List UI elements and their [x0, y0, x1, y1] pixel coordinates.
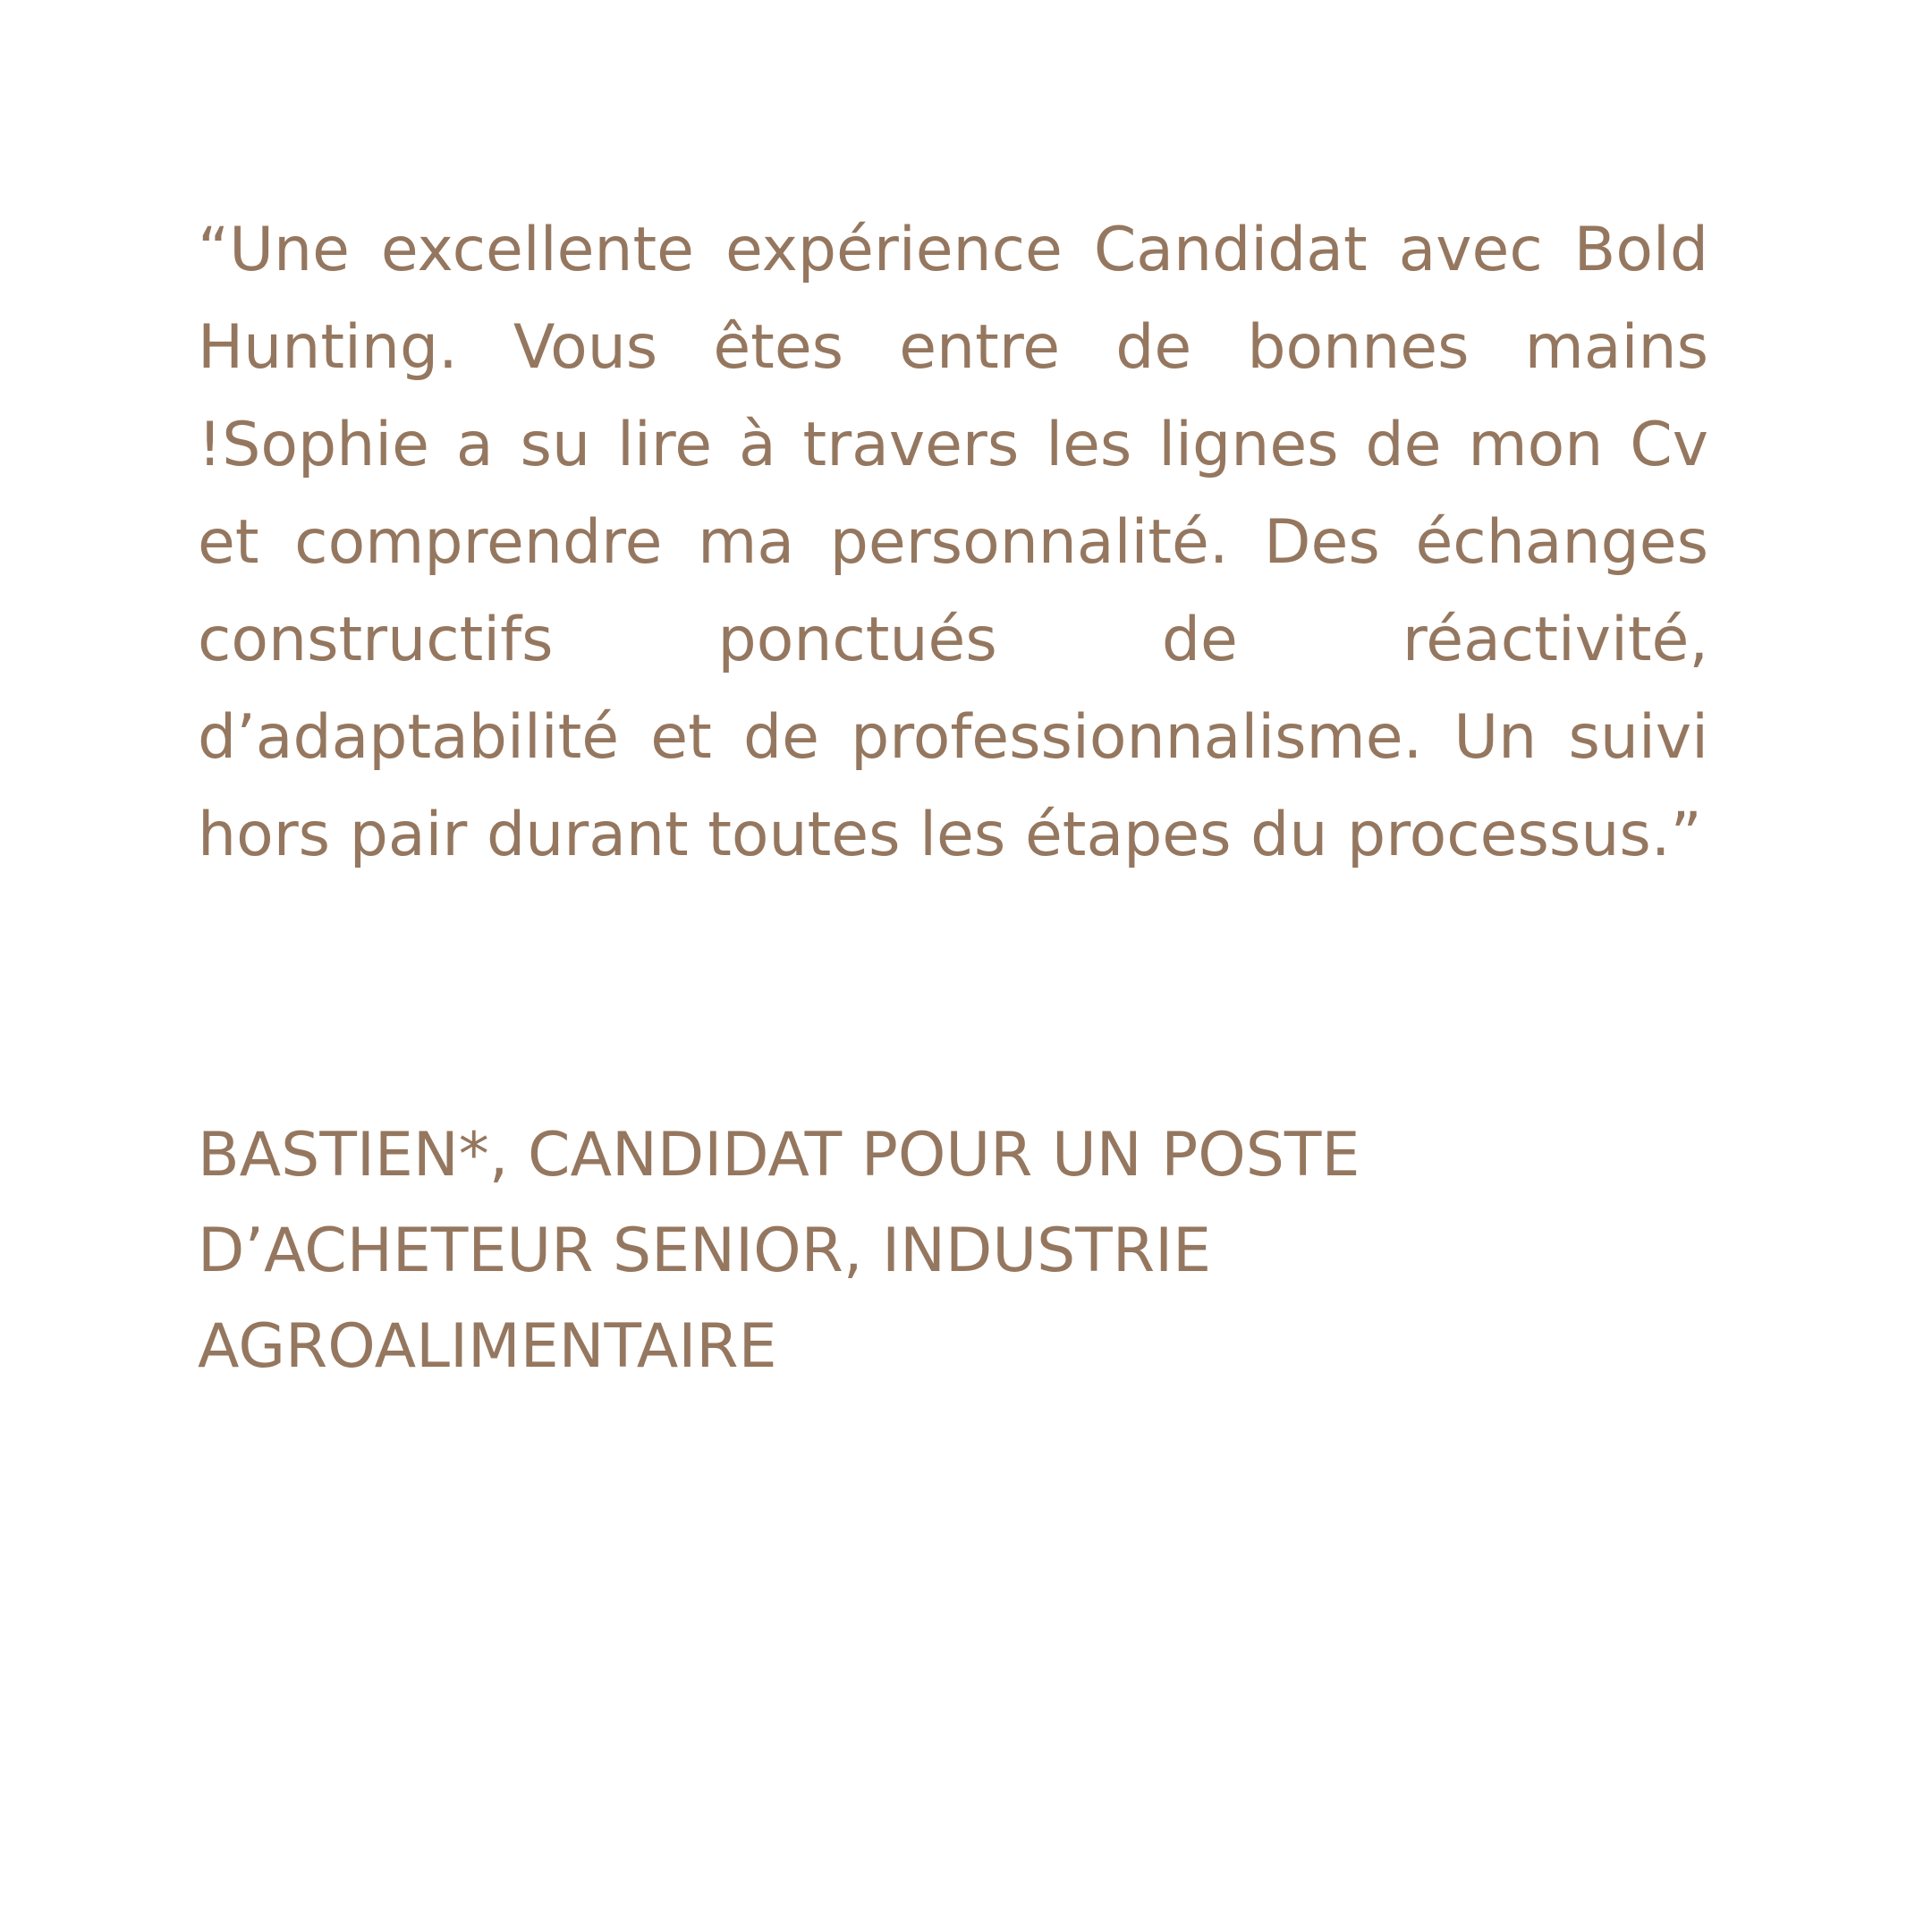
testimonial-quote: “Une excellente expérience Candidat avec Bold Hunting. Vous êtes entre de bonnes mains !Sophie a su lire à travers les lignes de mon Cv et comprendre ma personnalité. Des échanges constructifs ponctués de réactivité, d’adaptabilité et de professionnalisme. Un suivi hors pair durant toutes les étapes du processus.”: [198, 215, 1708, 870]
attribution-line-3: AGROALIMENTAIRE: [198, 1311, 777, 1382]
attribution-line-2: D’ACHETEUR SENIOR, INDUSTRIE: [198, 1216, 1212, 1286]
testimonial-attribution: [198, 1107, 1708, 1394]
attribution-line-1: BASTIEN*, CANDIDAT POUR UN POSTE: [198, 1120, 1360, 1191]
